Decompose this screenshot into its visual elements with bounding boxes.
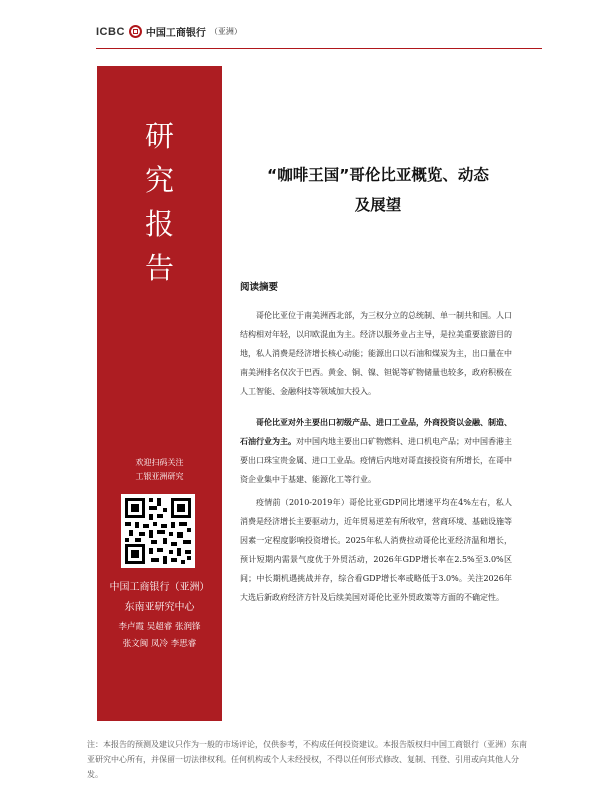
section-title: 阅读摘要 [240, 282, 279, 293]
paragraph-rest: 对中国内地主要出口矿物燃料、进口机电产品；对中国香港主要出口珠宝贵金属、进口工业品。疫情后内地对哥直接投资有所增长，在哥中资企业集中于基建、能源化工等行业。 [240, 437, 512, 484]
summary-paragraph-3 [240, 493, 512, 607]
summary-paragraph-1 [240, 306, 512, 401]
bank-name: 中国工商银行（亚洲） [109, 582, 210, 593]
sidebar-panel [97, 66, 222, 721]
page-header [0, 0, 600, 50]
logo-en: ICBC [96, 25, 125, 38]
disclaimer: 注：本报告的预测及建议只作为一般的市场评论，仅供参考，不构成任何投资建议。本报告版权归中国工商银行（亚洲）东南亚研究中心所有，并保留一切法律权利。任何机构或个人未经授权，不得以任何形式修改、复制、刊登、引用或向其他人分发。 [87, 740, 527, 779]
report-type-title [97, 114, 222, 290]
paragraph-bold-lead: 哥伦比亚对外主要出口初级产品、进口工业品，外商投资以金融、制造、石油行业为主。 [240, 418, 512, 446]
qr-code-icon[interactable] [121, 494, 195, 568]
title-char: 报 [144, 207, 174, 241]
report-title [238, 160, 518, 220]
paragraph-text: 哥伦比亚位于南美洲西北部，为三权分立的总统制、单一制共和国。人口结构相对年轻，以印欧混血为主。经济以服务业占主导，是拉美重要旅游目的地，私人消费是经济增长核心动能；能源出口以石油和煤炭为主，出口量在中南美洲排名仅次于巴西。黄金、铜、镍、钽铌等矿物储量也较多，政府积极在人工智能、金融科技等领域加大投入。 [240, 311, 512, 396]
title-char: 究 [144, 163, 174, 197]
research-center-name: 东南亚研究中心 [124, 602, 195, 613]
icbc-logo [96, 24, 242, 39]
icbc-emblem-icon [129, 25, 142, 38]
paragraph-text: 疫情前（2010-2019年）哥伦比亚GDP同比增速平均在4%左右，私人消费是经济增长主要驱动力，近年贸易逆差有所收窄，营商环境、基础设施等因素一定程度影响投资增长。2025年私人消费拉动哥伦比亚经济温和增长，预计短期内需景气度优于外贸活动，2026年GDP增长率在2.5%至3.0%区间；中长期机遇挑战并存，综合看GDP增长率或略低于3.0%。关注2026年大选后新政府经济方针及后续美国对哥伦比亚外贸政策等方面的不确定性。 [240, 498, 512, 602]
summary-paragraph-2 [240, 413, 512, 489]
qr-caption-line2: 工银亚洲研究 [135, 472, 184, 481]
authors [97, 619, 222, 653]
logo-cn: 中国工商银行 [145, 28, 206, 39]
title-char: 告 [144, 251, 174, 285]
title-char: 研 [144, 119, 174, 153]
header-divider [96, 48, 542, 49]
report-title-line2: 及展望 [354, 196, 402, 214]
report-title-line1: “咖啡王国”哥伦比亚概览、动态 [267, 166, 489, 184]
qr-caption-line1: 欢迎扫码关注 [135, 458, 184, 467]
authors-line2: 张文闽 凤冷 李思睿 [122, 639, 197, 649]
paragraph-text [240, 413, 512, 489]
authors-line1: 李卢霞 吴超睿 张润锋 [118, 622, 201, 632]
logo-sub: （亚洲） [209, 27, 242, 36]
qr-caption [97, 456, 222, 484]
